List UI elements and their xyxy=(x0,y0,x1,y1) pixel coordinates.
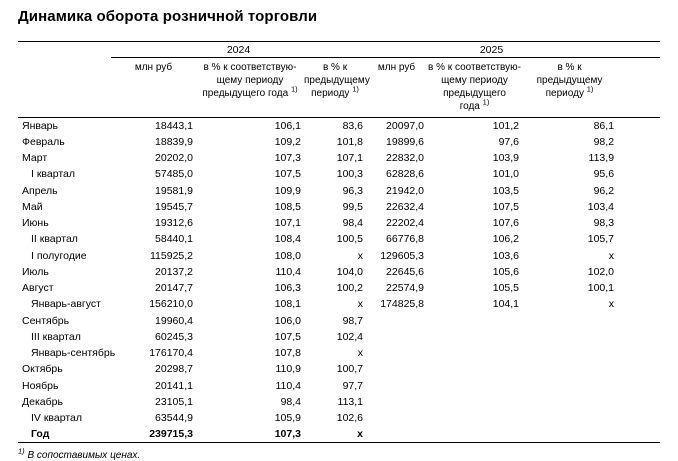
table-row xyxy=(18,361,660,377)
cell-value: 58440,1 xyxy=(155,233,193,246)
cell-value: 103,5 xyxy=(492,184,520,197)
column-header-spacer xyxy=(18,58,111,118)
cell-value: 106,2 xyxy=(492,233,520,246)
row-filler xyxy=(617,361,660,377)
cell-value: 108,0 xyxy=(274,249,301,262)
year-header-spacer xyxy=(18,42,111,58)
row-label: Апрель xyxy=(22,184,58,197)
column-header-row xyxy=(18,58,660,118)
row-label: III квартал xyxy=(31,330,81,343)
year-header-filler xyxy=(617,42,660,58)
footnote xyxy=(18,446,661,461)
cell-value: 20097,0 xyxy=(386,119,425,132)
cell-value xyxy=(522,426,617,442)
cell-value: 83,6 xyxy=(342,119,364,132)
cell-value: 86,1 xyxy=(593,119,615,132)
cell-value xyxy=(427,313,522,329)
row-label: Январь xyxy=(22,119,58,132)
cell-value xyxy=(427,394,522,410)
cell-value: 107,5 xyxy=(274,330,301,343)
table-row xyxy=(18,183,660,199)
cell-value xyxy=(522,378,617,394)
table-row xyxy=(18,134,660,150)
cell-value: 60245,3 xyxy=(155,330,193,343)
cell-value xyxy=(427,426,522,442)
cell-value: 239715,3 xyxy=(149,428,193,441)
cell-value: 107,1 xyxy=(274,217,301,230)
cell-value: 98,7 xyxy=(342,314,364,327)
cell-value: 22832,0 xyxy=(386,152,425,165)
retail-turnover-table xyxy=(18,41,660,443)
table-row xyxy=(18,394,660,410)
cell-value: 106,0 xyxy=(274,314,301,327)
cell-value xyxy=(366,426,427,442)
row-filler xyxy=(617,313,660,329)
row-filler xyxy=(617,183,660,199)
page-title: Динамика оборота розничной торговли xyxy=(18,8,318,25)
row-filler xyxy=(617,199,660,215)
cell-value: 96,2 xyxy=(593,184,615,197)
row-label: Сентябрь xyxy=(22,314,70,327)
footnote-ref: 1) xyxy=(352,84,359,94)
cell-value xyxy=(427,361,522,377)
table-row xyxy=(18,280,660,296)
cell-value: 105,5 xyxy=(492,282,520,295)
column-header-filler xyxy=(617,58,660,118)
cell-value: х xyxy=(608,298,615,311)
cell-value: 100,5 xyxy=(336,233,364,246)
cell-value xyxy=(366,329,427,345)
row-label: Октябрь xyxy=(22,363,63,376)
row-label: Июль xyxy=(22,265,49,278)
row-filler xyxy=(617,118,660,134)
cell-value: 21942,0 xyxy=(386,184,425,197)
row-filler xyxy=(617,150,660,166)
row-filler xyxy=(617,410,660,426)
cell-value: 98,3 xyxy=(593,217,615,230)
cell-value: 129605,3 xyxy=(380,249,425,262)
cell-value: 106,1 xyxy=(274,119,301,132)
cell-value: х xyxy=(357,347,364,360)
row-label: Февраль xyxy=(22,135,65,148)
cell-value: 101,2 xyxy=(492,119,520,132)
cell-value: 103,6 xyxy=(492,249,520,262)
row-filler xyxy=(617,426,660,442)
table-row xyxy=(18,199,660,215)
cell-value: 23105,1 xyxy=(155,395,193,408)
cell-value: 100,1 xyxy=(587,282,615,295)
cell-value: 103,9 xyxy=(492,152,520,165)
table-header xyxy=(18,42,660,118)
cell-value: 62828,6 xyxy=(386,168,425,181)
cell-value: 66776,8 xyxy=(386,233,425,246)
table-row xyxy=(18,166,660,182)
cell-value: 19545,7 xyxy=(155,200,193,213)
cell-value xyxy=(366,313,427,329)
cell-value xyxy=(427,378,522,394)
cell-value: 20298,7 xyxy=(155,363,193,376)
cell-value: 101,8 xyxy=(336,135,364,148)
table-row xyxy=(18,264,660,280)
row-filler xyxy=(617,394,660,410)
cell-value: 176170,4 xyxy=(149,347,193,360)
cell-value: 98,4 xyxy=(280,395,301,408)
cell-value: 104,1 xyxy=(492,298,520,311)
cell-value: 103,4 xyxy=(587,200,615,213)
footnote-text: В сопоставимых ценах. xyxy=(27,450,141,461)
cell-value: 97,7 xyxy=(342,379,364,392)
cell-value xyxy=(522,361,617,377)
row-filler xyxy=(617,264,660,280)
column-header-2024-1: в % к соответствую- щему периоду предыдущего года $^{1)}$ xyxy=(196,58,304,118)
cell-value: 18443,1 xyxy=(155,119,193,132)
cell-value xyxy=(522,410,617,426)
cell-value: 107,3 xyxy=(274,152,301,165)
row-filler xyxy=(617,166,660,182)
cell-value: 102,4 xyxy=(336,330,364,343)
row-label: Июнь xyxy=(22,217,49,230)
cell-value: 97,6 xyxy=(498,135,520,148)
row-filler xyxy=(617,329,660,345)
cell-value: 113,1 xyxy=(337,395,364,408)
cell-value: 108,5 xyxy=(274,200,301,213)
cell-value: 108,1 xyxy=(274,298,301,311)
table-row xyxy=(18,231,660,247)
cell-value: 19899,6 xyxy=(386,135,425,148)
row-filler xyxy=(617,378,660,394)
column-header-2024-0: млн руб xyxy=(111,58,196,118)
cell-value: 107,1 xyxy=(336,152,364,165)
year-label-2025: 2025 xyxy=(366,42,617,58)
column-header-2025-2: в % к предыдущему периоду $^{1)}$ xyxy=(522,58,617,118)
cell-value: 20147,7 xyxy=(155,282,193,295)
cell-value: 100,2 xyxy=(336,282,364,295)
table-body xyxy=(18,118,660,443)
row-label: Ноябрь xyxy=(22,379,59,392)
footnote-ref: 1) xyxy=(586,84,594,94)
cell-value: 110,4 xyxy=(275,265,301,278)
table-row xyxy=(18,215,660,231)
cell-value: 107,5 xyxy=(274,168,301,181)
row-label: Декабрь xyxy=(22,395,63,408)
cell-value: 22645,6 xyxy=(386,265,425,278)
row-filler xyxy=(617,134,660,150)
cell-value: х xyxy=(357,428,364,441)
cell-value xyxy=(427,410,522,426)
table-row xyxy=(18,248,660,264)
cell-value xyxy=(522,313,617,329)
row-label: Январь-август xyxy=(31,298,101,311)
cell-value: 105,7 xyxy=(587,233,615,246)
row-filler xyxy=(617,215,660,231)
row-label: Май xyxy=(22,200,43,213)
cell-value: 107,6 xyxy=(492,217,520,230)
cell-value: 109,2 xyxy=(274,135,301,148)
cell-value xyxy=(522,394,617,410)
table-row xyxy=(18,378,660,394)
cell-value: 20137,2 xyxy=(155,265,193,278)
year-header-row xyxy=(18,42,660,58)
cell-value xyxy=(366,345,427,361)
cell-value: 106,3 xyxy=(274,282,301,295)
table-row xyxy=(18,410,660,426)
table-row xyxy=(18,150,660,166)
cell-value xyxy=(427,329,522,345)
row-filler xyxy=(617,231,660,247)
cell-value: 100,3 xyxy=(336,168,364,181)
footnote-marker: 1) xyxy=(18,446,25,456)
cell-value: 102,6 xyxy=(336,412,364,425)
cell-value: 20202,0 xyxy=(155,152,193,165)
cell-value xyxy=(522,345,617,361)
cell-value: 19960,4 xyxy=(155,314,193,327)
footnote-ref: 1) xyxy=(482,97,490,107)
column-header-2025-0: млн руб xyxy=(366,58,427,118)
row-label: Март xyxy=(22,152,48,165)
table-row xyxy=(18,329,660,345)
table-row xyxy=(18,426,660,442)
cell-value: 22574,9 xyxy=(386,282,425,295)
table-row xyxy=(18,313,660,329)
cell-value: 20141,1 xyxy=(155,379,193,392)
cell-value: 96,3 xyxy=(342,184,364,197)
cell-value: 101,0 xyxy=(492,168,520,181)
cell-value: 105,9 xyxy=(274,412,301,425)
cell-value: 107,8 xyxy=(274,347,301,360)
footnote-ref: 1) xyxy=(290,84,298,94)
cell-value: х xyxy=(357,249,364,262)
cell-value: 102,0 xyxy=(587,265,615,278)
cell-value: 113,9 xyxy=(588,152,615,165)
cell-value: х xyxy=(608,249,615,262)
row-filler xyxy=(617,280,660,296)
cell-value: 104,0 xyxy=(336,265,364,278)
row-filler xyxy=(617,345,660,361)
table-row xyxy=(18,118,660,134)
row-label: I полугодие xyxy=(31,249,87,262)
cell-value: 99,5 xyxy=(342,200,364,213)
cell-value: 100,7 xyxy=(336,363,364,376)
cell-value: 108,4 xyxy=(274,233,301,246)
column-header-2025-1: в % к соответствую- щему периоду предыдущего года $^{1)}$ xyxy=(427,58,522,118)
cell-value: 22202,4 xyxy=(386,217,425,230)
year-label-2024: 2024 xyxy=(111,42,366,58)
row-label: Год xyxy=(31,428,50,441)
cell-value: 174825,8 xyxy=(380,298,425,311)
cell-value: 19312,6 xyxy=(155,217,193,230)
cell-value: 57485,0 xyxy=(155,168,193,181)
cell-value: 105,6 xyxy=(492,265,520,278)
row-filler xyxy=(617,248,660,264)
cell-value xyxy=(366,410,427,426)
cell-value: 110,4 xyxy=(275,379,301,392)
cell-value: 98,4 xyxy=(342,217,364,230)
cell-value: 107,3 xyxy=(274,428,301,441)
cell-value: 107,5 xyxy=(492,200,520,213)
row-label: IV квартал xyxy=(31,412,82,425)
cell-value: 115925,2 xyxy=(149,249,193,262)
row-label: Январь-сентябрь xyxy=(31,347,116,360)
cell-value: 18839,9 xyxy=(155,135,193,148)
cell-value: 156210,0 xyxy=(149,298,193,311)
cell-value: 19581,9 xyxy=(155,184,193,197)
cell-value: х xyxy=(357,298,364,311)
column-header-2024-2: в % к предыдущему периоду $^{1)}$ xyxy=(304,58,366,118)
row-filler xyxy=(617,296,660,312)
table-row xyxy=(18,296,660,312)
cell-value: 110,9 xyxy=(275,363,301,376)
cell-value: 109,9 xyxy=(274,184,301,197)
cell-value: 22632,4 xyxy=(386,200,425,213)
cell-value: 63544,9 xyxy=(155,412,193,425)
row-label: II квартал xyxy=(31,233,78,246)
cell-value xyxy=(366,361,427,377)
cell-value: 98,2 xyxy=(593,135,615,148)
table-row xyxy=(18,345,660,361)
cell-value xyxy=(427,345,522,361)
row-label: Август xyxy=(22,282,54,295)
cell-value: 95,6 xyxy=(593,168,615,181)
row-label: I квартал xyxy=(31,168,75,181)
cell-value xyxy=(366,394,427,410)
cell-value xyxy=(366,378,427,394)
cell-value xyxy=(522,329,617,345)
